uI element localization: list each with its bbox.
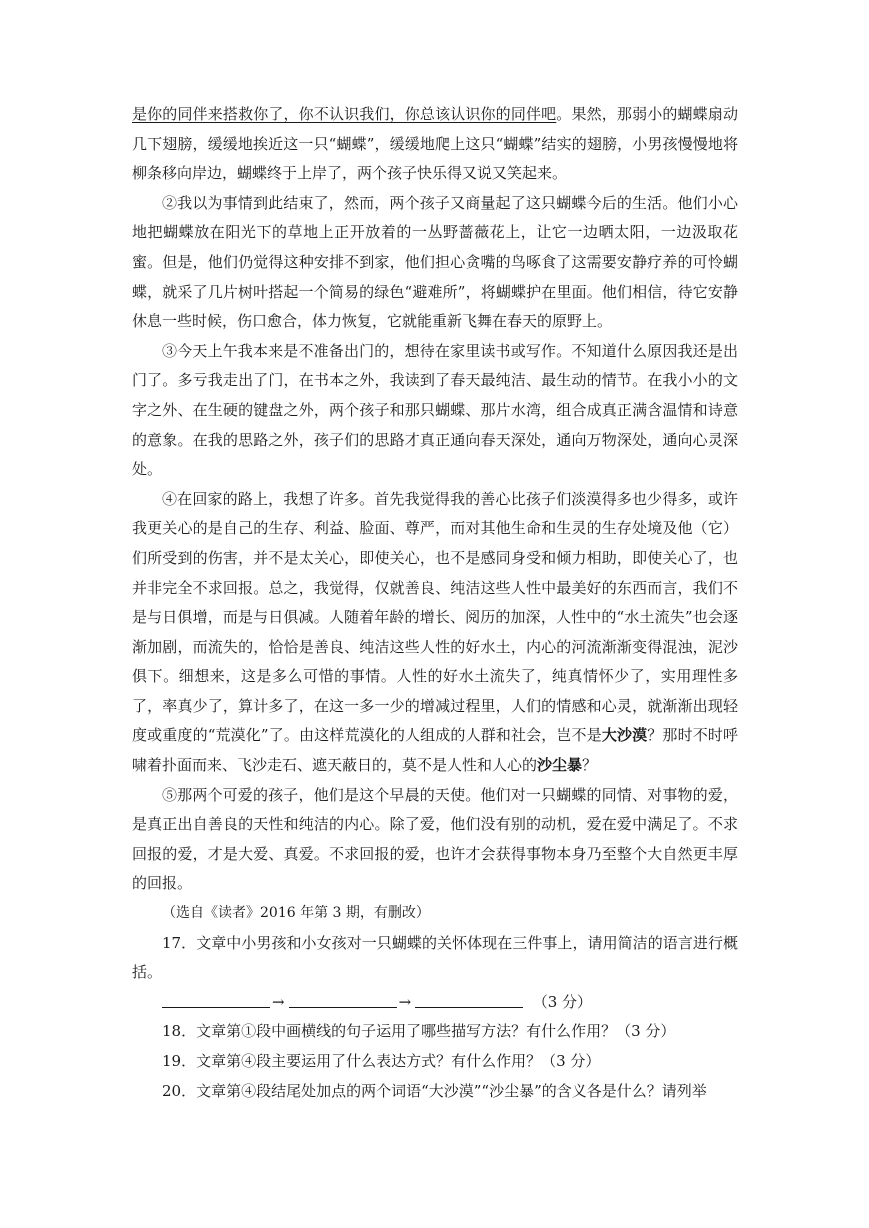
paragraph-1-continued — [132, 100, 738, 189]
paragraph-2: ②我以为事情到此结束了，然而，两个孩子又商量起了这只蝴蝶今后的生活。他们小心地把蝴蝶放在阳光下的草地上正开放着的一丛野蔷薇花上，让它一边晒太阳，一边汲取花蜜。但是，他们仍觉得这种安排不到家，他们担心贪嘴的鸟啄食了这需要安静疗养的可怜蝴蝶，就采了几片树叶搭起一个简易的绿色“避难所”，将蝴蝶护在里面。他们相信，待它安静休息一些时候，伤口愈合，体力恢复，它就能重新飞舞在春天的原野上。 — [132, 193, 738, 331]
question-17: 17．文章中小男孩和小女孩对一只蝴蝶的关怀体现在三件事上，请用简洁的语言进行概括。 — [132, 933, 738, 982]
question-17-score: （3 分） — [532, 992, 593, 1011]
text-block — [132, 100, 738, 1106]
question-20: 20．文章第④段结尾处加点的两个词语“大沙漠”“沙尘暴”的含义各是什么？请列举 — [162, 1081, 707, 1100]
question-18: 18．文章第①段中画横线的句子运用了哪些描写方法？有什么作用？（3 分） — [162, 1022, 676, 1041]
question-17-answer-blanks — [132, 988, 738, 1018]
emphasized-word-sandstorm: 沙尘暴 — [537, 756, 583, 775]
paragraph-1-rest: 。果然，那弱小的蝴蝶扇动几下翅膀，缓缓地挨近这一只“蝴蝶”，缓缓地爬上这只“蝴蝶”结实的翅膀，小男孩慢慢地将柳条移向岸边，蝴蝶终于上岸了，两个孩子快乐得又说又笑起来。 — [132, 105, 738, 183]
arrow-icon: → — [272, 992, 285, 1011]
answer-blank-2[interactable] — [289, 991, 397, 1008]
paragraph-4-text-b: ？那时不时呼啸着扑面而来、飞沙走石、遮天蔽日的，莫不是人性和人心的 — [132, 726, 738, 775]
paragraph-4 — [132, 485, 738, 781]
answer-blank-3[interactable] — [415, 991, 523, 1008]
paragraph-4-text-a: ④在回家的路上，我想了许多。首先我觉得我的善心比孩子们淡漠得多也少得多，或许我更关心的是自己的生存、利益、脸面、尊严，而对其他生命和生灵的生存处境及他（它）们所受到的伤害，并不是太关心，即使关心，也不是感同身受和倾力相助，即使关心了，也并非完全不求回报。总之，我觉得，仅就善良、纯洁这些人性中最美好的东西而言，我们不是与日俱增，而是与日俱减。人随着年龄的增长、阅历的加深，人性中的“水土流失”也会逐渐加剧，而流失的，恰恰是善良、纯洁这些人性的好水土，内心的河流渐渐变得混浊，泥沙俱下。细想来，这是多么可惜的事情。人性的好水土流失了，纯真情怀少了，实用理性多了，率真少了，算计多了，在这一多一少的增减过程里，人们的情感和心灵，就渐渐出现轻度或重度的“荒漠化”了。由这样荒漠化的人组成的人群和社会，岂不是 — [132, 489, 738, 745]
paragraph-4-text-c: ？ — [582, 756, 598, 775]
paragraph-3: ③今天上午我本来是不准备出门的，想待在家里读书或写作。不知道什么原因我还是出门了。多亏我走出了门，在书本之外，我读到了春天最纯洁、最生动的情节。在我小小的文字之外、在生硬的键盘之外，两个孩子和那只蝴蝶、那片水湾，组合成真正满含温情和诗意的意象。在我的思路之外，孩子们的思路才真正通向春天深处，通向万物深处，通向心灵深处。 — [132, 341, 738, 479]
underlined-sentence: 是你的同伴来搭救你了，你不认识我们，你总该认识你的同伴吧 — [132, 105, 557, 123]
answer-blank-1[interactable] — [162, 991, 270, 1008]
paragraph-5: ⑤那两个可爱的孩子，他们是这个早晨的天使。他们对一只蝴蝶的同情、对事物的爱，是真正出自善良的天性和纯洁的内心。除了爱，他们没有别的动机，爱在爱中满足了。不求回报的爱，才是大爱、真爱。不求回报的爱，也许才会获得事物本身乃至整个大自然更丰厚的回报。 — [132, 785, 738, 893]
source-citation: （选自《读者》2016 年第 3 期，有删改） — [162, 905, 430, 922]
question-19: 19．文章第④段主要运用了什么表达方式？有什么作用？（3 分） — [162, 1052, 601, 1070]
arrow-icon: → — [398, 992, 412, 1011]
emphasized-word-big-desert: 大沙漠 — [601, 726, 648, 745]
